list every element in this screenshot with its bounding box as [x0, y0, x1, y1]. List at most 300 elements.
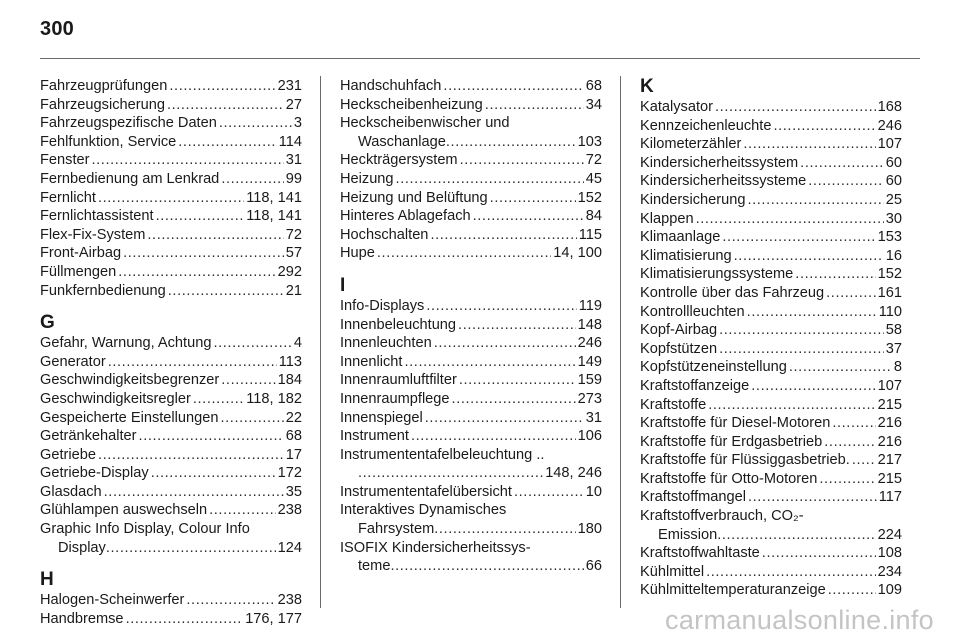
- dot-leader: [800, 154, 884, 173]
- dot-leader: [219, 114, 292, 133]
- index-entry: [640, 321, 902, 340]
- index-term: Kindersicherheitssystem: [640, 154, 799, 171]
- index-page-ref: 246: [577, 335, 602, 352]
- index-term: Getränkehalter: [40, 428, 137, 445]
- dot-leader: [209, 501, 276, 520]
- index-entry: [40, 170, 302, 189]
- index-page-ref: 37: [885, 340, 902, 357]
- index-entry: [640, 451, 902, 470]
- index-entry: [40, 114, 302, 133]
- index-page-ref: 172: [277, 465, 302, 482]
- dot-leader: [98, 189, 244, 208]
- index-entry: [40, 282, 302, 301]
- index-entry: [40, 371, 302, 390]
- index-entry: [640, 470, 902, 489]
- index-entry: [640, 284, 902, 303]
- index-term: Kilometerzähler: [640, 136, 742, 153]
- index-page-ref: 107: [877, 377, 902, 394]
- dot-leader: [126, 610, 244, 629]
- index-entry: [40, 353, 302, 372]
- index-term: Glasdach: [40, 483, 102, 500]
- dot-leader: [459, 371, 576, 390]
- index-term: Handbremse: [40, 610, 124, 627]
- index-entry: [40, 483, 302, 502]
- index-page-ref: 215: [877, 470, 902, 487]
- index-entry: [640, 544, 902, 563]
- index-page-ref: 84: [585, 208, 602, 225]
- index-term: Kindersicherung: [640, 191, 746, 208]
- dot-leader: [147, 226, 283, 245]
- index-entry: [340, 316, 602, 335]
- index-page-ref: 72: [285, 226, 302, 243]
- index-entry: [40, 133, 302, 152]
- index-page-ref: 107: [877, 136, 902, 153]
- index-section-letter: K: [640, 76, 654, 97]
- dot-leader: [452, 390, 576, 409]
- dot-leader: [514, 483, 584, 502]
- index-section-letter: G: [40, 312, 55, 334]
- index-entry: [340, 297, 602, 316]
- index-page-ref: 148: [577, 316, 602, 333]
- index-page-ref: 168: [877, 99, 902, 115]
- index-page-ref: 72: [585, 152, 602, 169]
- dot-leader: [460, 151, 584, 170]
- index-entry: [640, 117, 902, 136]
- index-entry: [40, 151, 302, 170]
- dot-leader: [762, 544, 876, 563]
- index-term: Handschuhfach: [340, 78, 442, 94]
- index-column-1: [40, 77, 302, 628]
- dot-leader: [852, 451, 876, 470]
- dot-leader: [708, 396, 875, 415]
- index-term: Klimatisierung: [640, 247, 732, 264]
- index-page-ref: 10: [585, 483, 602, 500]
- index-term: Flex-Fix-System: [40, 226, 146, 243]
- dot-leader: [743, 135, 875, 154]
- index-term: Fahrzeugsicherung: [40, 96, 165, 113]
- index-term: Kraftstoffe: [640, 396, 707, 413]
- index-page-ref: 118, 182: [246, 390, 302, 407]
- index-term: Getriebe: [40, 446, 96, 463]
- index-column-2: [340, 77, 602, 576]
- index-term: Kraftstoffanzeige: [640, 377, 750, 394]
- index-page-ref: 8: [893, 359, 902, 376]
- index-term: Kühlmitteltemperaturanzeige: [640, 582, 826, 599]
- index-entry: [640, 340, 902, 359]
- dot-leader: [485, 96, 584, 115]
- index-term: Kopf-Airbag: [640, 322, 718, 339]
- index-term: teme: [358, 558, 391, 575]
- index-page-ref: 124: [277, 539, 302, 556]
- index-entry: [340, 207, 602, 226]
- index-term: Fenster: [40, 152, 90, 169]
- index-term: Fehlfunktion, Service: [40, 133, 177, 150]
- index-entry: [340, 189, 602, 208]
- dot-leader: [108, 353, 277, 372]
- column-divider: [620, 76, 621, 608]
- index-page-ref: 14, 100: [553, 245, 602, 262]
- dot-leader: [819, 470, 875, 489]
- index-term: Heckträgersystem: [340, 152, 458, 169]
- index-entry: [640, 247, 902, 266]
- index-page-ref: 45: [585, 170, 602, 187]
- index-term: Kontrollleuchten: [640, 303, 745, 320]
- dot-leader: [734, 247, 884, 266]
- dot-leader: [221, 371, 275, 390]
- index-entry: [340, 483, 602, 502]
- index-page-ref: 118, 141: [246, 189, 302, 206]
- dot-leader: [104, 483, 284, 502]
- dot-leader: [748, 488, 877, 507]
- index-entry: [340, 77, 602, 96]
- index-entry: [340, 170, 602, 189]
- dot-leader: [396, 170, 584, 189]
- index-term: Hinteres Ablagefach: [340, 208, 471, 225]
- index-term: Halogen-Scheinwerfer: [40, 592, 185, 609]
- index-term: Kraftstoffe für Diesel-Motoren: [640, 415, 831, 432]
- dot-leader: [434, 520, 575, 539]
- index-entry: [340, 409, 602, 428]
- index-page-ref: 30: [885, 210, 902, 227]
- index-page-ref: 25: [885, 191, 902, 208]
- index-page-ref: 148, 246: [545, 465, 602, 482]
- index-term: Kopfstützeneinstellung: [640, 359, 787, 376]
- index-entry: [640, 433, 902, 452]
- index-page-ref: 113: [278, 353, 302, 370]
- index-page-ref: 238: [277, 502, 302, 519]
- index-entry: [640, 581, 902, 600]
- index-page-ref: 31: [585, 409, 602, 426]
- index-term: Füllmengen: [40, 263, 117, 280]
- index-entry: [40, 591, 302, 610]
- index-page-ref: 152: [877, 266, 902, 283]
- index-section-letter: I: [340, 274, 346, 296]
- index-term: Getriebe-Display: [40, 465, 149, 482]
- index-entry: [640, 488, 902, 507]
- dot-leader: [434, 334, 576, 353]
- index-entry: [340, 334, 602, 353]
- index-term: Generator: [40, 353, 106, 370]
- dot-leader: [826, 284, 875, 303]
- index-term: Interaktives Dynamisches: [340, 502, 507, 519]
- index-page-ref: 117: [878, 489, 902, 506]
- index-entry: [40, 446, 302, 465]
- index-entry: [640, 228, 902, 247]
- index-entry: [640, 98, 902, 117]
- index-page-ref: 231: [277, 78, 302, 94]
- index-entry: [340, 353, 602, 372]
- dot-leader: [193, 390, 244, 409]
- index-entry: [340, 151, 602, 170]
- dot-leader: [404, 353, 575, 372]
- dot-leader: [221, 170, 283, 189]
- index-entry: [640, 563, 902, 582]
- index-term: Instrumententafelübersicht: [340, 483, 512, 500]
- index-term: Kraftstoffe für Otto-Motoren: [640, 470, 818, 487]
- index-entry: [340, 427, 602, 446]
- index-entry: [640, 210, 902, 229]
- index-page-ref: 119: [578, 297, 602, 314]
- index-term: Kraftstoffverbrauch, CO₂-: [640, 508, 804, 525]
- index-page-ref: 224: [877, 526, 902, 543]
- dot-leader: [696, 210, 884, 229]
- index-term: Innenraumpflege: [340, 390, 450, 407]
- index-page-ref: 110: [878, 303, 902, 320]
- dot-leader: [186, 591, 275, 610]
- dot-leader: [706, 563, 876, 582]
- dot-leader: [824, 433, 875, 452]
- dot-leader: [717, 526, 875, 545]
- index-term: Kraftstoffwahltaste: [640, 545, 760, 562]
- index-entry: [40, 96, 302, 115]
- index-page-ref: 68: [285, 428, 302, 445]
- dot-leader: [795, 265, 875, 284]
- column-divider: [320, 76, 321, 608]
- index-entry: [40, 427, 302, 446]
- index-term: Geschwindigkeitsregler: [40, 390, 191, 407]
- index-entry: [640, 191, 902, 210]
- index-page-ref: 152: [577, 189, 602, 206]
- index-entry: [640, 358, 902, 377]
- index-term: Funkfernbedienung: [40, 282, 166, 299]
- index-term: Heckscheibenheizung: [340, 96, 483, 113]
- dot-leader: [411, 427, 576, 446]
- index-term: Hochschalten: [340, 226, 429, 243]
- index-page-ref: 22: [285, 409, 302, 426]
- index-term: Fernlichtassistent: [40, 208, 154, 225]
- index-term: Klimaanlage: [640, 229, 721, 246]
- index-term: Heckscheibenwischer und: [340, 115, 510, 132]
- index-page-ref: 27: [285, 96, 302, 113]
- index-entry: [640, 414, 902, 433]
- index-entry: [340, 539, 602, 576]
- index-page-ref: 106: [577, 428, 602, 445]
- index-term: Kraftstoffe für Erdgasbetrieb: [640, 433, 823, 450]
- index-page-ref: 234: [877, 563, 902, 580]
- index-page-ref: 161: [877, 284, 902, 301]
- index-page-ref: 215: [877, 396, 902, 413]
- dot-leader: [789, 358, 892, 377]
- index-entry: [40, 501, 302, 520]
- index-page-ref: 17: [285, 446, 302, 463]
- index-term: Innenbeleuchtung: [340, 316, 457, 333]
- index-page-ref: 21: [285, 282, 302, 299]
- dot-leader: [91, 151, 283, 170]
- index-term: Kennzeichenleuchte: [640, 117, 772, 134]
- index-page-ref: 217: [877, 452, 902, 469]
- dot-leader: [719, 340, 884, 359]
- index-page-ref: 153: [877, 229, 902, 246]
- index-entry: [340, 446, 602, 483]
- index-term: Innenraumluftfilter: [340, 372, 457, 389]
- index-entry: [640, 507, 902, 544]
- index-page-ref: 114: [278, 133, 302, 150]
- index-entry: [340, 114, 602, 151]
- dot-leader: [390, 557, 583, 576]
- index-page-ref: 238: [277, 592, 302, 609]
- index-page-ref: 176, 177: [245, 610, 302, 627]
- index-entry: [640, 396, 902, 415]
- dot-leader: [430, 226, 576, 245]
- index-term: Kontrolle über das Fahrzeug: [640, 284, 825, 301]
- index-entry: [340, 226, 602, 245]
- index-entry: [340, 371, 602, 390]
- index-term: Fahrzeugspezifische Daten: [40, 115, 217, 132]
- dot-leader: [719, 321, 884, 340]
- dot-leader: [747, 303, 877, 322]
- dot-leader: [156, 207, 245, 226]
- index-page-ref: 60: [885, 173, 902, 190]
- index-page-ref: 273: [577, 390, 602, 407]
- index-entry: [40, 263, 302, 282]
- index-term: Gefahr, Warnung, Achtung: [40, 335, 212, 352]
- index-term: Klimatisierungssysteme: [640, 266, 794, 283]
- index-page-ref: 16: [885, 247, 902, 264]
- index-term: Hupe: [340, 245, 375, 262]
- index-page-ref: 68: [585, 78, 602, 94]
- index-page-ref: 159: [577, 372, 602, 389]
- index-entry: [640, 265, 902, 284]
- dot-leader: [168, 282, 284, 301]
- dot-leader: [773, 117, 875, 136]
- dot-leader: [123, 244, 284, 263]
- index-term: Glühlampen auswechseln: [40, 502, 208, 519]
- index-entry: [40, 464, 302, 483]
- index-term: Info-Displays: [340, 297, 425, 314]
- index-term: Fahrsystem: [358, 521, 435, 538]
- index-term: Kraftstoffe für Flüssiggasbetrieb.: [640, 452, 850, 469]
- index-term: Graphic Info Display, Colour Info: [40, 521, 250, 538]
- dot-leader: [98, 446, 284, 465]
- index-entry: [40, 520, 302, 557]
- index-entry: [640, 154, 902, 173]
- dot-leader: [178, 133, 276, 152]
- index-page-ref: 31: [285, 152, 302, 169]
- index-term: Instrument: [340, 428, 409, 445]
- dot-leader: [220, 409, 283, 428]
- index-entry: [40, 244, 302, 263]
- index-page-ref: 115: [578, 226, 602, 243]
- header-rule: [40, 58, 920, 59]
- dot-leader: [458, 316, 576, 335]
- dot-leader: [473, 207, 584, 226]
- index-page-ref: 60: [885, 154, 902, 171]
- index-page-ref: 216: [877, 415, 902, 432]
- index-term: Heizung und Belüftung: [340, 189, 488, 206]
- dot-leader: [715, 98, 876, 117]
- index-term: Kühlmittel: [640, 563, 705, 580]
- watermark: carmanualsonline.info: [665, 605, 934, 635]
- index-term: Kopfstützen: [640, 340, 718, 357]
- index-entry: [40, 390, 302, 409]
- index-entry: [340, 501, 602, 538]
- index-term: Kindersicherheitssysteme: [640, 173, 807, 190]
- index-term: Innenlicht: [340, 353, 403, 370]
- index-term: Fahrzeugprüfungen: [40, 78, 168, 94]
- index-section-letter: H: [40, 569, 54, 591]
- index-column-3: [640, 77, 902, 600]
- index-page-ref: 180: [577, 521, 602, 538]
- index-term: Front-Airbag: [40, 245, 122, 262]
- index-term: Fernbedienung am Lenkrad: [40, 170, 220, 187]
- index-page-ref: 103: [577, 133, 602, 150]
- dot-leader: [751, 377, 875, 396]
- dot-leader: [490, 189, 576, 208]
- index-term: ISOFIX Kindersicherheitssys-: [340, 539, 531, 556]
- index-entry: [40, 77, 302, 96]
- index-page-ref: 3: [293, 115, 302, 132]
- index-term: Innenspiegel: [340, 409, 423, 426]
- dot-leader: [832, 414, 875, 433]
- dot-leader: [169, 77, 275, 96]
- index-term: Klappen: [640, 210, 694, 227]
- dot-leader: [426, 297, 576, 316]
- index-term: Katalysator: [640, 99, 714, 115]
- dot-leader: [358, 464, 543, 483]
- index-page-ref: 57: [285, 245, 302, 262]
- index-page-ref: 292: [277, 263, 302, 280]
- dot-leader: [425, 409, 584, 428]
- dot-leader: [747, 191, 883, 210]
- index-entry: [40, 226, 302, 245]
- index-entry: [340, 96, 602, 115]
- index-page-ref: 108: [877, 545, 902, 562]
- index-page-ref: 99: [285, 170, 302, 187]
- index-entry: [40, 207, 302, 226]
- dot-leader: [808, 172, 883, 191]
- dot-leader: [213, 334, 291, 353]
- dot-leader: [828, 581, 876, 600]
- index-term: Display: [58, 539, 106, 556]
- index-page-ref: 58: [885, 322, 902, 339]
- index-entry: [340, 390, 602, 409]
- index-term: Innenleuchten: [340, 335, 432, 352]
- index-entry: [40, 189, 302, 208]
- index-term: Geschwindigkeitsbegrenzer: [40, 372, 220, 389]
- dot-leader: [443, 77, 583, 96]
- index-entry: [40, 610, 302, 629]
- index-term: Waschanlage: [358, 133, 446, 150]
- dot-leader: [118, 263, 275, 282]
- dot-leader: [106, 539, 276, 558]
- index-term: Kraftstoffmangel: [640, 489, 746, 506]
- index-page-ref: 34: [585, 96, 602, 113]
- index-page-ref: 246: [877, 117, 902, 134]
- index-entry: [640, 172, 902, 191]
- dot-leader: [167, 96, 284, 115]
- index-page-ref: 109: [877, 582, 902, 599]
- page-number: 300: [40, 18, 74, 40]
- index-page-ref: 35: [285, 483, 302, 500]
- index-page-ref: 66: [585, 558, 602, 575]
- index-page-ref: 149: [577, 353, 602, 370]
- index-term: Gespeicherte Einstellungen: [40, 409, 219, 426]
- index-entry: [40, 409, 302, 428]
- dot-leader: [151, 464, 276, 483]
- index-page-ref: 216: [877, 433, 902, 450]
- index-entry: [640, 377, 902, 396]
- index-page-ref: 118, 141: [246, 208, 302, 225]
- index-term: Instrumententafelbeleuchtung ..: [340, 446, 545, 463]
- index-term: Fernlicht: [40, 189, 96, 206]
- index-entry: [40, 334, 302, 353]
- index-page-ref: 4: [293, 335, 302, 352]
- index-page-ref: 184: [277, 372, 302, 389]
- index-entry: [340, 244, 602, 263]
- dot-leader: [139, 427, 284, 446]
- dot-leader: [722, 228, 875, 247]
- dot-leader: [377, 244, 551, 263]
